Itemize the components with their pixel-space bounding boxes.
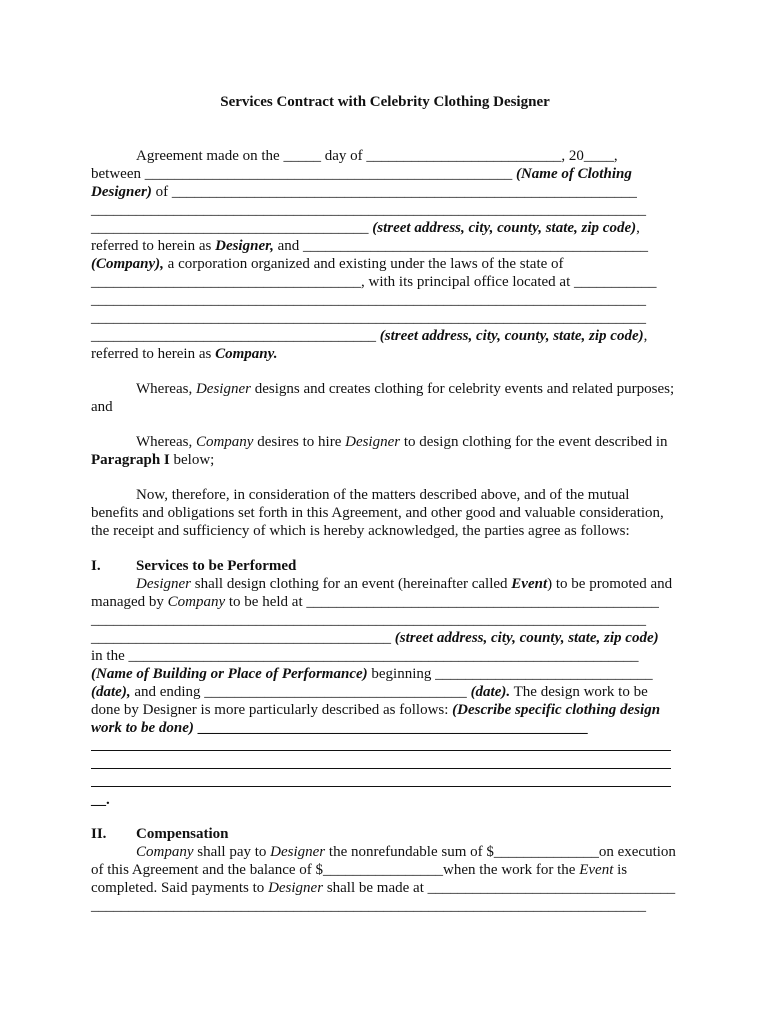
design-description-placeholder: (Describe specific clothing design — [452, 702, 661, 718]
whereas-text: Whereas, — [136, 434, 196, 450]
preamble-text: referred to herein as — [91, 238, 216, 254]
designer-term: Designer, — [215, 238, 274, 254]
section-title: Compensation — [136, 826, 229, 842]
section-2-line-2 — [91, 862, 681, 880]
whereas-text: desires to hire — [253, 434, 346, 450]
section-1-line-9 — [91, 720, 681, 738]
section-text: shall be made at _________________________________ — [323, 880, 676, 896]
preamble-text: , — [636, 220, 640, 236]
section-2-line-3 — [91, 880, 681, 898]
whereas-2-line-1 — [91, 434, 726, 452]
section-text: and ending ___________________________________ — [130, 684, 471, 700]
section-number: II. — [91, 826, 107, 842]
section-text: managed by — [91, 594, 168, 610]
blank-line: ________________________________________ — [91, 630, 391, 646]
preamble-line-12 — [91, 346, 681, 364]
preamble-text: and ______________________________________________ — [273, 238, 649, 254]
section-text: The design work to be — [510, 684, 648, 700]
preamble-line-10: __________________________________________________________________________ — [91, 310, 646, 326]
section-number: I. — [91, 558, 101, 574]
section-2-heading — [91, 826, 681, 844]
design-description-placeholder: work to be done) — [91, 720, 194, 736]
section-text: to be held at _______________________________________________ — [225, 594, 659, 610]
section-1-line-7 — [91, 684, 681, 702]
designer-term: Designer — [270, 844, 326, 860]
section-1-line-1 — [91, 576, 726, 594]
company-term: Company — [136, 844, 194, 860]
blank-rule — [91, 750, 671, 751]
section-1-line-8 — [91, 702, 681, 720]
preamble-line-9: __________________________________________________________________________ — [91, 292, 646, 308]
event-term: Event — [579, 862, 614, 878]
section-text: completed. Said payments to — [91, 880, 269, 896]
paragraph-reference: Paragraph I — [91, 452, 170, 468]
date-placeholder: (date). — [470, 684, 511, 700]
preamble-line-3 — [91, 184, 681, 202]
preamble-line-11 — [91, 328, 681, 346]
preamble-line-1: Agreement made on the _____ day of __________________________, 20____, — [136, 148, 618, 164]
designer-term: Designer — [345, 434, 401, 450]
venue-placeholder: (Name of Building or Place of Performance) — [91, 666, 368, 682]
section-title: Services to be Performed — [136, 558, 297, 574]
now-therefore-line-3: the receipt and sufficiency of which is hereby acknowledged, the parties agree as follows: — [91, 523, 630, 539]
section-text: the nonrefundable sum of $______________on execution — [325, 844, 676, 860]
designer-label: Designer) — [91, 184, 152, 200]
section-1-line-2 — [91, 594, 681, 612]
preamble-line-7 — [91, 256, 681, 274]
address-placeholder: (street address, city, county, state, zip code) — [368, 220, 637, 236]
preamble-line-6 — [91, 238, 681, 256]
preamble-text: referred to herein as — [91, 346, 216, 362]
blank-line: ______________________________________ — [91, 328, 376, 344]
whereas-text: Whereas, — [136, 381, 196, 397]
section-2-line-1 — [91, 844, 726, 862]
designer-term: Designer — [268, 880, 324, 896]
whereas-2-line-2 — [91, 452, 681, 470]
date-placeholder: (date), — [91, 684, 131, 700]
designer-name-placeholder: (Name of Clothing — [515, 166, 632, 182]
company-term: (Company), — [91, 256, 164, 272]
address-placeholder: (street address, city, county, state, zip code) — [391, 630, 659, 646]
section-2-line-4: __________________________________________________________________________ — [91, 898, 646, 914]
section-text: beginning _____________________________ — [367, 666, 653, 682]
section-1-line-5: in the ____________________________________________________________________ — [91, 648, 639, 664]
whereas-text: below; — [169, 452, 215, 468]
blank-line: ____________________________________________________ — [193, 720, 588, 736]
section-text: ) to be promoted and — [547, 576, 673, 592]
preamble-line-2 — [91, 166, 681, 184]
whereas-text: to design clothing for the event described in — [400, 434, 668, 450]
address-placeholder: (street address, city, county, state, zip code) — [376, 328, 644, 344]
now-therefore-line-2: benefits and obligations set forth in this Agreement, and other good and valuable consideration, — [91, 505, 664, 521]
preamble-line-5 — [91, 220, 681, 238]
section-text: shall pay to — [193, 844, 271, 860]
section-1-line-4 — [91, 630, 681, 648]
section-text: shall design clothing for an event (hereinafter called — [191, 576, 512, 592]
preamble-text: a corporation organized and existing under the laws of the state of — [163, 256, 564, 272]
event-term: Event — [511, 576, 548, 592]
section-1-heading — [91, 558, 681, 576]
section-1-line-end: __. — [91, 792, 110, 808]
whereas-1-line-1 — [91, 381, 726, 399]
section-1-line-6 — [91, 666, 681, 684]
document-title: Services Contract with Celebrity Clothing Designer — [220, 94, 550, 110]
blank-rule — [91, 786, 671, 787]
company-term: Company — [195, 434, 254, 450]
company-term: Company — [167, 594, 226, 610]
designer-term: Designer — [136, 576, 191, 592]
whereas-1-line-2: and — [91, 399, 113, 415]
blank-rule — [91, 768, 671, 769]
preamble-text: between _________________________________________________ — [91, 166, 513, 182]
blank-line: _____________________________________ — [91, 220, 369, 236]
preamble-line-8: ____________________________________, with its principal office located at ___________ — [91, 274, 657, 290]
section-text: of this Agreement and the balance of $________________when the work for the — [91, 862, 580, 878]
section-text: is — [613, 862, 628, 878]
preamble-line-4: __________________________________________________________________________ — [91, 202, 646, 218]
now-therefore-line-1: Now, therefore, in consideration of the matters described above, and of the mutual — [136, 487, 630, 503]
section-text: done by Designer is more particularly described as follows: — [91, 702, 453, 718]
preamble-text: , — [643, 328, 648, 344]
company-term: Company. — [215, 346, 278, 362]
section-1-line-3: __________________________________________________________________________ — [91, 612, 646, 628]
whereas-text: designs and creates clothing for celebrity events and related purposes; — [250, 381, 675, 397]
designer-term: Designer — [195, 381, 251, 397]
preamble-text: of ______________________________________________________________ — [151, 184, 637, 200]
